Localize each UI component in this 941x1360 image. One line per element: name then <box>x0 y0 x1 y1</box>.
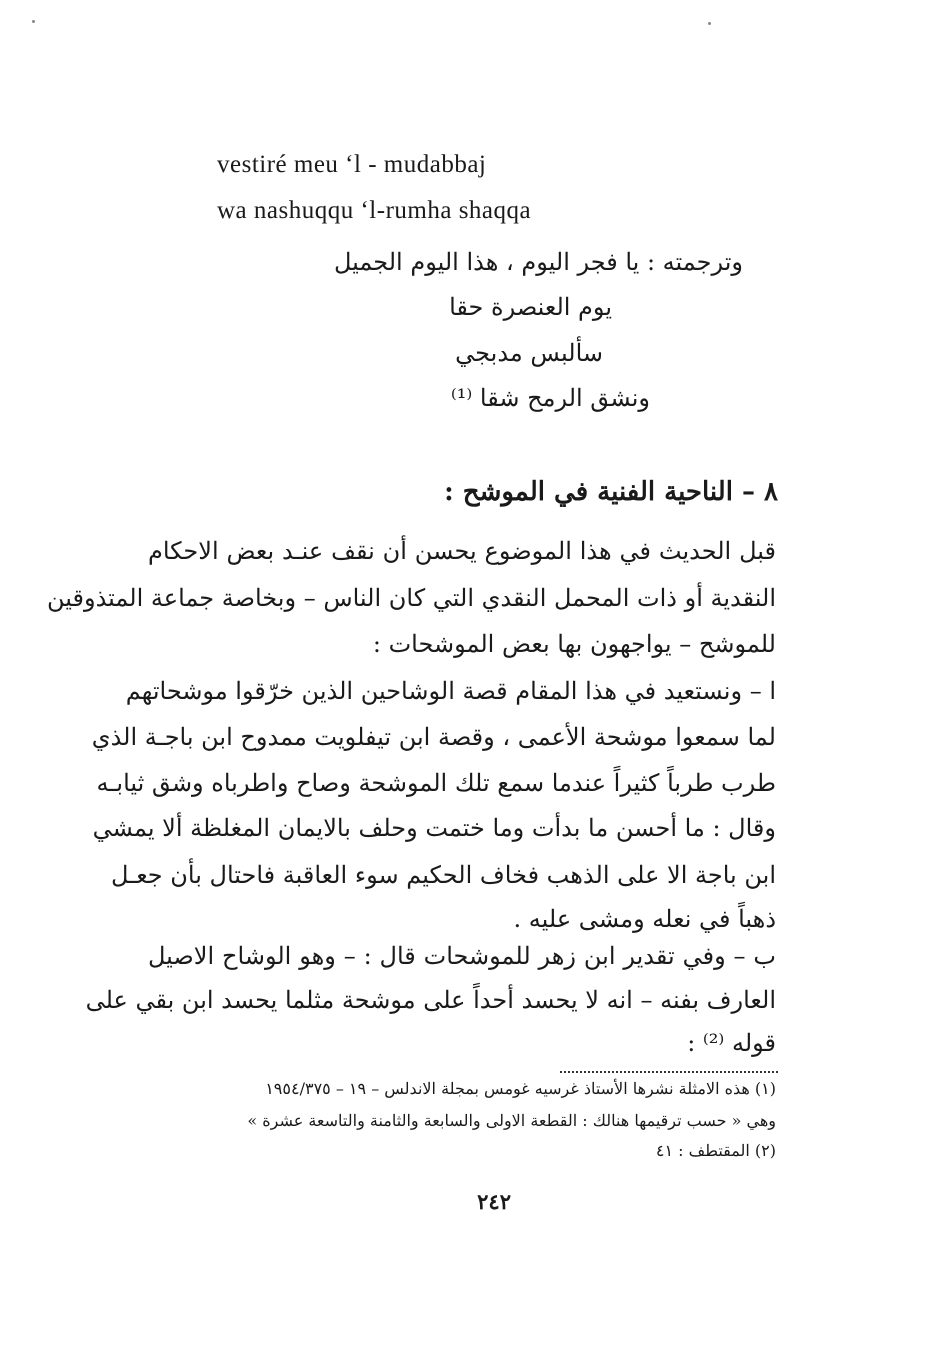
scan-speck <box>708 22 711 25</box>
body-line: ب – وفي تقدير ابن زهر للموشحات قال : – وهو الوشاح الاصيل <box>148 942 776 970</box>
footnote-separator <box>560 1071 778 1073</box>
body-line: لما سمعوا موشحة الأعمى ، وقصة ابن تيفلويت ممدوح ابن باجـة الذي <box>91 723 776 751</box>
page-number: ٢٤٢ <box>477 1189 511 1214</box>
body-line: قبل الحديث في هذا الموضوع يحسن أن نقف عنـد بعض الاحكام <box>148 537 776 565</box>
verse-latin-line: wa nashuqqu ‘l-rumha shaqqa <box>217 197 532 224</box>
scan-speck <box>32 20 35 23</box>
body-line: ذهباً في نعله ومشى عليه . <box>513 905 776 933</box>
footnote: (٢) المقتطف : ٤١ <box>655 1141 776 1160</box>
body-line: النقدية أو ذات المحمل النقدي التي كان الناس – وبخاصة جماعة المتذوقين <box>47 584 776 612</box>
body-line: العارف بفنه – انه لا يحسد أحداً على موشحة مثلما يحسد ابن بقي على <box>85 986 776 1014</box>
translation-line: سألبس مدبجي <box>455 339 603 367</box>
footnote: وهي « حسب ترقيمها هنالك : القطعة الاولى والسابعة والثامنة والتاسعة عشرة » <box>247 1111 776 1130</box>
body-line: قوله ⁽²⁾ : <box>687 1029 776 1057</box>
body-line: للموشح – يواجهون بها بعض الموشحات : <box>372 630 776 658</box>
body-line: طرب طرباً كثيراً عندما سمع تلك الموشحة وصاح واطرباه وشق ثيابـه <box>96 769 776 797</box>
footnote: (١) هذه الامثلة نشرها الأستاذ غرسيه غومس بمجلة الاندلس – ١٩ – ١٩٥٤/٣٧٥ <box>265 1079 776 1098</box>
body-line: ا – ونستعيد في هذا المقام قصة الوشاحين الذين خرّقوا موشحاتهم <box>125 677 776 705</box>
body-line: وقال : ما أحسن ما بدأت وما ختمت وحلف بالايمان المغلظة ألا يمشي <box>92 814 776 842</box>
translation-line: وترجمته : يا فجر اليوم ، هذا اليوم الجميل <box>333 248 743 276</box>
translation-line: ونشق الرمح شقا ⁽¹⁾ <box>450 384 650 412</box>
verse-latin-line: vestiré meu ‘l - mudabbaj <box>217 151 487 178</box>
translation-line: يوم العنصرة حقا <box>449 293 612 321</box>
section-heading: ٨ – الناحية الفنية في الموشح : <box>444 477 778 507</box>
body-line: ابن باجة الا على الذهب فخاف الحكيم سوء العاقبة فاحتال بأن جعـل <box>111 861 776 889</box>
